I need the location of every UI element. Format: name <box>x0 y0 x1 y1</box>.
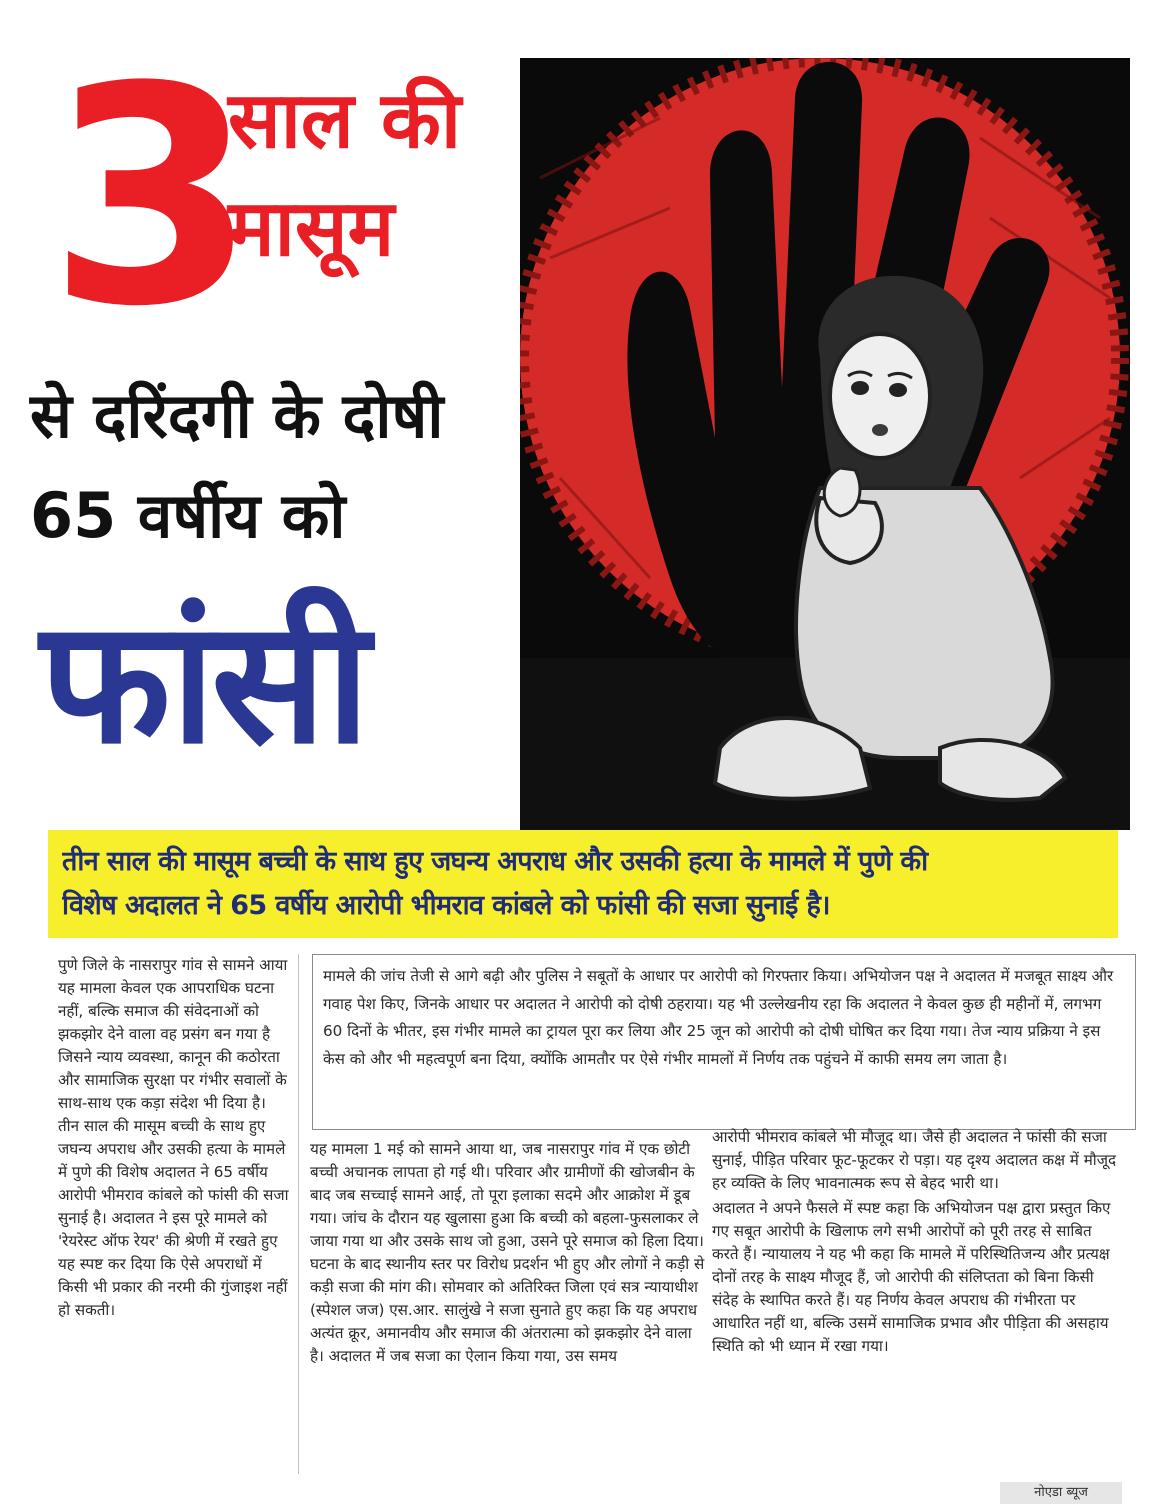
left-paragraph: पुणे जिले के नासरापुर गांव से सामने आया यह मामला केवल एक आपराधिक घटना नहीं, बल्कि समाज की संवेदनाओं को झकझोर देने वाला वह प्रसंग बन गया है जिसने न्याय व्यवस्था, कानून की कठोरता और सामाजिक सुरक्षा पर गंभीर सवालों के साथ-साथ एक कड़ा संदेश भी दिया है। तीन साल की मासूम बच्ची के साथ हुए जघन्य अपराध और उसकी हत्या के मामले में पुणे की विशेष अदालत ने 65 वर्षीय आरोपी भीमराव कांबले को फांसी की सजा सुनाई है। अदालत ने इस पूरे मामले को 'रेयरेस्ट ऑफ रेयर' की श्रेणी में रखते हुए यह स्पष्ट कर दिया कि ऐसे अपराधों में किसी भी प्रकार की नरमी की गुंजाइश नहीं हो सकती। <box>58 956 289 1319</box>
frightened-child-with-hand-shadow-illustration <box>520 58 1130 830</box>
illustration-image <box>520 58 1130 830</box>
summary-line-2: विशेष अदालत ने 65 वर्षीय आरोपी भीमराव कांबले को फांसी की सजा सुनाई है। <box>62 890 830 921</box>
headline-block <box>0 0 520 830</box>
headline-line-4: 65 वर्षीय को <box>30 479 346 552</box>
headline-line-3: से दरिंदगी के दोषी <box>30 379 444 452</box>
headline-number: 3 <box>48 23 249 372</box>
headline-line-5: फांसी <box>40 584 367 782</box>
middle-paragraph: यह मामला 1 मई को सामने आया था, जब नासरापुर गांव में एक छोटी बच्ची अचानक लापता हो गई थी। परिवार और ग्रामीणों की खोजबीन के बाद जब सच्चाई सामने आई, तो पूरा इलाका सदमे और आक्रोश में डूब गया। जांच के दौरान यह खुलासा हुआ कि बच्ची को बहला-फुसलाकर ले जाया गया था और उसके साथ जो हुआ, उसने पूरे समाज को हिला दिया। घटना के बाद स्थानीय स्तर पर विरोध प्रदर्शन भी हुए और लोगों ने कड़ी से कड़ी सजा की मांग की। सोमवार को अतिरिक्त जिला एवं सत्र न्यायाधीश (स्पेशल जज) एस.आर. सालुंखे ने सजा सुनाते हुए कहा कि यह अपराध अत्यंत क्रूर, अमानवीय और समाज की अंतरात्मा को झकझोर देने वाला है। अदालत में जब सजा का ऐलान किया गया, उस समय <box>310 1140 705 1365</box>
right-paragraph-2: अदालत ने अपने फैसले में स्पष्ट कहा कि अभियोजन पक्ष द्वारा प्रस्तुत किए गए सबूत आरोपी के खिलाफ लगे सभी आरोपों को पूरी तरह से साबित करते हैं। न्यायालय ने यह भी कहा कि मामले में परिस्थितिजन्य और प्रत्यक्ष दोनों तरह के साक्ष्य मौजूद हैं, जो आरोपी की संलिप्तता को बिना किसी संदेह के स्थापित करते हैं। यह निर्णय केवल अपराध की गंभीरता पर आधारित नहीं था, बल्कि उसमें सामाजिक प्रभाव और पीड़िता की असहाय स्थिति को भी ध्यान में रखा गया। <box>712 1199 1111 1355</box>
publication-tag: नोएडा ब्यूज <box>1000 1482 1122 1504</box>
summary-band <box>48 830 1118 938</box>
article-column-right <box>712 1126 1122 1360</box>
column-divider <box>298 954 299 1474</box>
boxed-paragraph: मामले की जांच तेजी से आगे बढ़ी और पुलिस ने सबूतों के आधार पर आरोपी को गिरफ्तार किया। अभियोजन पक्ष ने अदालत में मजबूत साक्ष्य और गवाह पेश किए, जिनके आधार पर अदालत ने आरोपी को दोषी ठहराया। यह भी उल्लेखनीय रहा कि अदालत ने केवल कुछ ही महीनों में, लगभग 60 दिनों के भीतर, इस गंभीर मामले का ट्रायल पूरा कर लिया और 25 जून को आरोपी को दोषी घोषित कर दिया गया। तेज न्याय प्रक्रिया ने इस केस को और भी महत्वपूर्ण बना दिया, क्योंकि आमतौर पर ऐसे गंभीर मामलों में निर्णय तक पहुंचने में काफी समय लग जाता है। <box>312 954 1136 1130</box>
headline-line-1: साल की <box>228 76 462 166</box>
summary-line-1: तीन साल की मासूम बच्ची के साथ हुए जघन्य अपराध और उसकी हत्या के मामले में पुणे की <box>62 846 928 877</box>
article-column-middle <box>310 1138 708 1370</box>
right-paragraph-1: आरोपी भीमराव कांबले भी मौजूद था। जैसे ही अदालत ने फांसी की सजा सुनाई, पीड़ित परिवार फूट-फूटकर रो पड़ा। यह दृश्य अदालत कक्ष में मौजूद हर व्यक्ति के लिए भावनात्मक रूप से बेहद भारी था। <box>712 1128 1117 1192</box>
headline-line-2: मासूम <box>228 184 395 274</box>
article-column-left <box>58 954 290 1324</box>
